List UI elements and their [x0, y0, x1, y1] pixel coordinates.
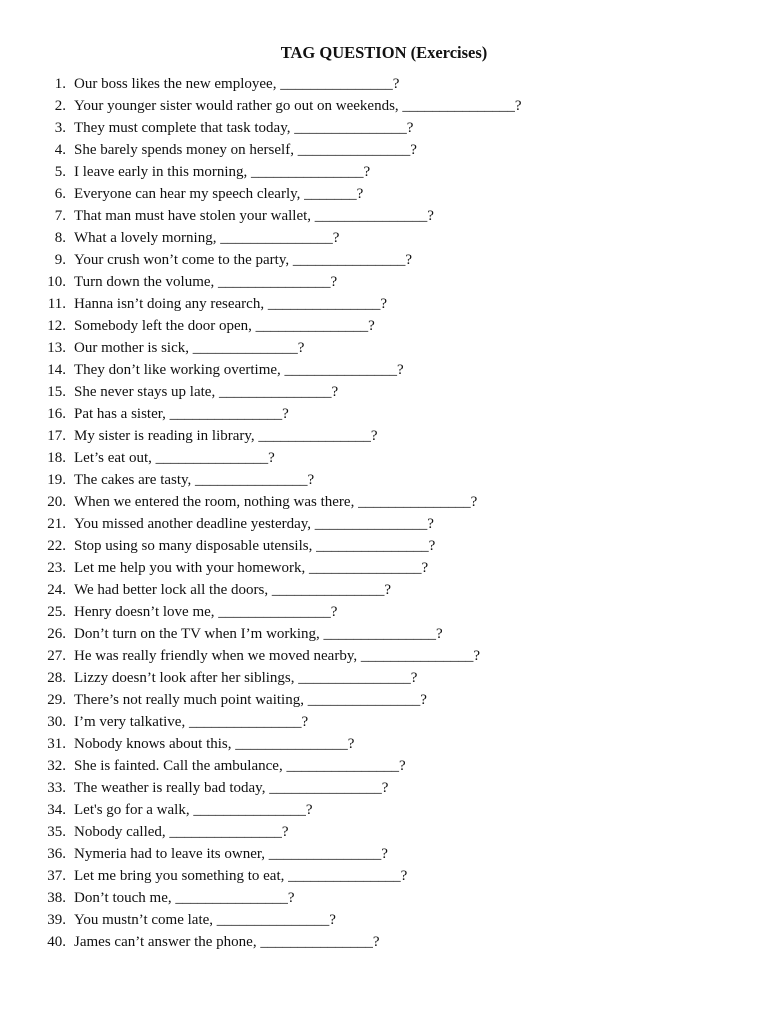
exercise-number: 40. [47, 934, 66, 950]
exercise-number: 10. [47, 274, 66, 290]
exercise-item [0, 469, 768, 491]
exercise-sentence: Let me help you with your homework, _______________? [74, 560, 429, 576]
exercise-sentence: The weather is really bad today, _______________? [74, 780, 389, 796]
exercise-number: 32. [47, 758, 66, 774]
page-title: TAG QUESTION (Exercises) [280, 43, 488, 62]
exercise-sentence: Let me bring you something to eat, _______________? [74, 868, 408, 884]
exercise-item [0, 337, 768, 359]
exercise-item [0, 535, 768, 557]
exercise-sentence: When we entered the room, nothing was there, _______________? [74, 494, 478, 510]
exercise-number: 7. [54, 208, 66, 224]
exercise-item [0, 667, 768, 689]
exercise-number: 11. [47, 296, 66, 312]
exercise-number: 35. [47, 824, 66, 840]
exercise-item [0, 755, 768, 777]
exercise-item [0, 645, 768, 667]
exercise-number: 31. [47, 736, 66, 752]
exercise-sentence: She barely spends money on herself, _______________? [74, 142, 417, 158]
exercise-sentence: Pat has a sister, _______________? [74, 406, 289, 422]
exercise-number: 36. [47, 846, 66, 862]
exercise-sentence: That man must have stolen your wallet, _______________? [74, 208, 434, 224]
exercise-number: 6. [54, 186, 66, 202]
exercise-number: 22. [47, 538, 66, 554]
exercise-number: 27. [47, 648, 66, 664]
exercise-item [0, 381, 768, 403]
exercise-number: 19. [47, 472, 66, 488]
exercise-number: 18. [47, 450, 66, 466]
exercise-sentence: Hanna isn’t doing any research, _______________? [74, 296, 387, 312]
exercise-item [0, 161, 768, 183]
exercise-number: 3. [54, 120, 66, 136]
exercise-item [0, 73, 768, 95]
exercise-sentence: My sister is reading in library, _______________? [74, 428, 378, 444]
exercise-sentence: Stop using so many disposable utensils, _______________? [74, 538, 436, 554]
exercise-item [0, 271, 768, 293]
exercise-list [0, 73, 768, 953]
exercise-item [0, 249, 768, 271]
exercise-number: 23. [47, 560, 66, 576]
exercise-item [0, 227, 768, 249]
exercise-sentence: I leave early in this morning, _______________? [74, 164, 371, 180]
exercise-sentence: Everyone can hear my speech clearly, _______? [74, 186, 364, 202]
exercise-sentence: They don’t like working overtime, _______________? [74, 362, 404, 378]
exercise-number: 38. [47, 890, 66, 906]
exercise-sentence: The cakes are tasty, _______________? [74, 472, 315, 488]
exercise-item [0, 117, 768, 139]
exercise-item [0, 557, 768, 579]
exercise-item [0, 865, 768, 887]
exercise-number: 5. [54, 164, 66, 180]
exercise-sentence: They must complete that task today, _______________? [74, 120, 414, 136]
exercise-number: 37. [47, 868, 66, 884]
exercise-sentence: Our mother is sick, ______________? [74, 340, 305, 356]
exercise-item [0, 513, 768, 535]
exercise-item [0, 733, 768, 755]
exercise-number: 24. [47, 582, 66, 598]
exercise-item [0, 447, 768, 469]
exercise-sentence: He was really friendly when we moved nearby, _______________? [74, 648, 480, 664]
exercise-item [0, 425, 768, 447]
exercise-number: 17. [47, 428, 66, 444]
exercise-sentence: I’m very talkative, _______________? [74, 714, 309, 730]
exercise-sentence: Lizzy doesn’t look after her siblings, _______________? [74, 670, 418, 686]
exercise-number: 13. [47, 340, 66, 356]
exercise-sentence: She never stays up late, _______________? [74, 384, 339, 400]
exercise-sentence: Let's go for a walk, _______________? [74, 802, 313, 818]
exercise-number: 33. [47, 780, 66, 796]
exercise-sentence: Somebody left the door open, _______________? [74, 318, 375, 334]
exercise-sentence: Turn down the volume, _______________? [74, 274, 338, 290]
exercise-sentence: Henry doesn’t love me, _______________? [74, 604, 338, 620]
exercise-item [0, 95, 768, 117]
exercise-item [0, 909, 768, 931]
exercise-sentence: We had better lock all the doors, _______________? [74, 582, 392, 598]
exercise-number: 39. [47, 912, 66, 928]
exercise-item [0, 359, 768, 381]
exercise-number: 29. [47, 692, 66, 708]
exercise-sentence: Your crush won’t come to the party, _______________? [74, 252, 413, 268]
exercise-number: 30. [47, 714, 66, 730]
exercise-sentence: What a lovely morning, _______________? [74, 230, 340, 246]
exercise-item [0, 183, 768, 205]
exercise-sentence: Nymeria had to leave its owner, _______________? [74, 846, 388, 862]
exercise-number: 9. [54, 252, 66, 268]
exercise-sentence: She is fainted. Call the ambulance, _______________? [74, 758, 406, 774]
exercise-item [0, 139, 768, 161]
exercise-sentence: Don’t turn on the TV when I’m working, _______________? [74, 626, 443, 642]
exercise-item [0, 315, 768, 337]
exercise-number: 16. [47, 406, 66, 422]
exercise-sentence: Nobody called, _______________? [74, 824, 289, 840]
exercise-item [0, 601, 768, 623]
exercise-item [0, 623, 768, 645]
exercise-number: 2. [54, 98, 66, 114]
exercise-number: 28. [47, 670, 66, 686]
exercise-item [0, 931, 768, 953]
exercise-sentence: Nobody knows about this, _______________? [74, 736, 355, 752]
exercise-sentence: Don’t touch me, _______________? [74, 890, 295, 906]
exercise-number: 12. [47, 318, 66, 334]
exercise-number: 21. [47, 516, 66, 532]
exercise-item [0, 403, 768, 425]
exercise-item [0, 689, 768, 711]
exercise-sentence: Your younger sister would rather go out on weekends, _______________? [74, 98, 522, 114]
exercise-sentence: You missed another deadline yesterday, _______________? [74, 516, 434, 532]
exercise-number: 15. [47, 384, 66, 400]
exercise-sentence: James can’t answer the phone, _______________? [74, 934, 380, 950]
exercise-number: 1. [54, 76, 66, 92]
exercise-number: 25. [47, 604, 66, 620]
exercise-item [0, 887, 768, 909]
exercise-item [0, 293, 768, 315]
exercise-item [0, 799, 768, 821]
exercise-sentence: Our boss likes the new employee, _______________? [74, 76, 400, 92]
exercise-item [0, 491, 768, 513]
exercise-number: 14. [47, 362, 66, 378]
exercise-number: 8. [54, 230, 66, 246]
exercise-number: 20. [47, 494, 66, 510]
exercise-item [0, 821, 768, 843]
exercise-item [0, 777, 768, 799]
exercise-item [0, 711, 768, 733]
exercise-number: 4. [54, 142, 66, 158]
exercise-sentence: There’s not really much point waiting, _______________? [74, 692, 427, 708]
exercise-item [0, 205, 768, 227]
exercise-sentence: You mustn’t come late, _______________? [74, 912, 336, 928]
exercise-number: 26. [47, 626, 66, 642]
exercise-item [0, 579, 768, 601]
exercise-number: 34. [47, 802, 66, 818]
exercise-item [0, 843, 768, 865]
exercise-sentence: Let’s eat out, _______________? [74, 450, 275, 466]
